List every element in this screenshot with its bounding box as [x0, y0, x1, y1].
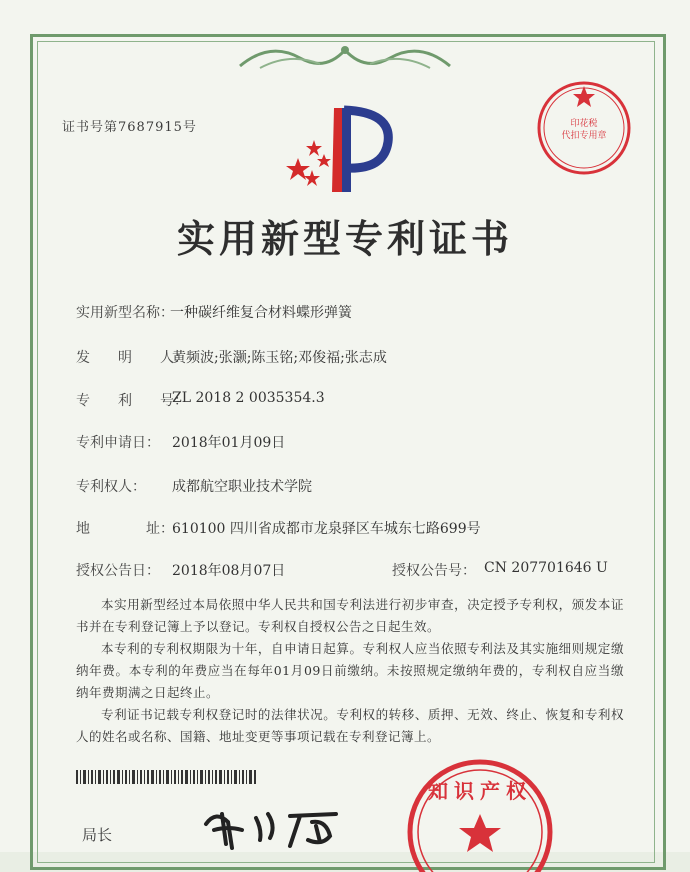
seal-text: 知识产权 [428, 779, 532, 803]
utility-name-value: 一种碳纤维复合材料蝶形弹簧 [170, 305, 352, 321]
announce-number-value: CN 207701646 U [484, 560, 608, 576]
director-label: 局长 [82, 826, 113, 844]
barcode [76, 770, 256, 784]
certificate-title: 实用新型专利证书 [176, 216, 513, 261]
address-value: 610100 四川省成都市龙泉驿区车城东七路699号 [172, 521, 481, 537]
filing-date-value: 2018年01月09日 [172, 435, 286, 451]
patentee-value: 成都航空职业技术学院 [172, 479, 312, 495]
director-signature [198, 800, 348, 852]
address-label: 地 址： [76, 521, 174, 537]
top-ornament [230, 36, 460, 76]
patent-office-logo [284, 96, 404, 196]
announce-date-value: 2018年08月07日 [172, 563, 286, 579]
certificate-number: 证书号第7687915号 [62, 120, 197, 135]
patent-number-label: 专 利 号： [76, 393, 188, 409]
svg-text:印花税: 印花税 [570, 119, 598, 129]
patentee-label: 专利权人： [76, 479, 146, 495]
utility-name-label: 实用新型名称： [76, 305, 174, 321]
announce-date-label: 授权公告日： [76, 563, 160, 579]
inventor-label: 发 明 人： [76, 350, 188, 366]
tax-stamp-seal [534, 78, 634, 178]
patent-office-seal [400, 752, 560, 872]
patent-number-value: ZL 2018 2 0035354.3 [172, 390, 325, 406]
paragraph-grant: 本实用新型经过本局依照中华人民共和国专利法进行初步审查，决定授予专利权，颁发本证书并在专利登记簿上予以登记。专利权自授权公告之日起生效。 [76, 597, 624, 634]
announce-number-label: 授权公告号： [392, 563, 476, 579]
paragraph-legal-status: 专利证书记载专利权登记时的法律状况。专利权的转移、质押、无效、终止、恢复和专利权人的姓名或名称、国籍、地址变更等事项记载在专利登记簿上。 [76, 707, 624, 744]
svg-text:代扣专用章: 代扣专用章 [561, 131, 607, 141]
paragraph-term: 本专利的专利权期限为十年，自申请日起算。专利权人应当依照专利法及其实施细则规定缴纳年费。本专利的年费应当在每年01月09日前缴纳。未按照规定缴纳年费的，专利权自应当缴纳年费期满之日起终止。 [76, 641, 624, 700]
filing-date-label: 专利申请日： [76, 435, 160, 451]
inventor-value: 黄频波;张灏;陈玉铭;邓俊福;张志成 [172, 350, 387, 366]
